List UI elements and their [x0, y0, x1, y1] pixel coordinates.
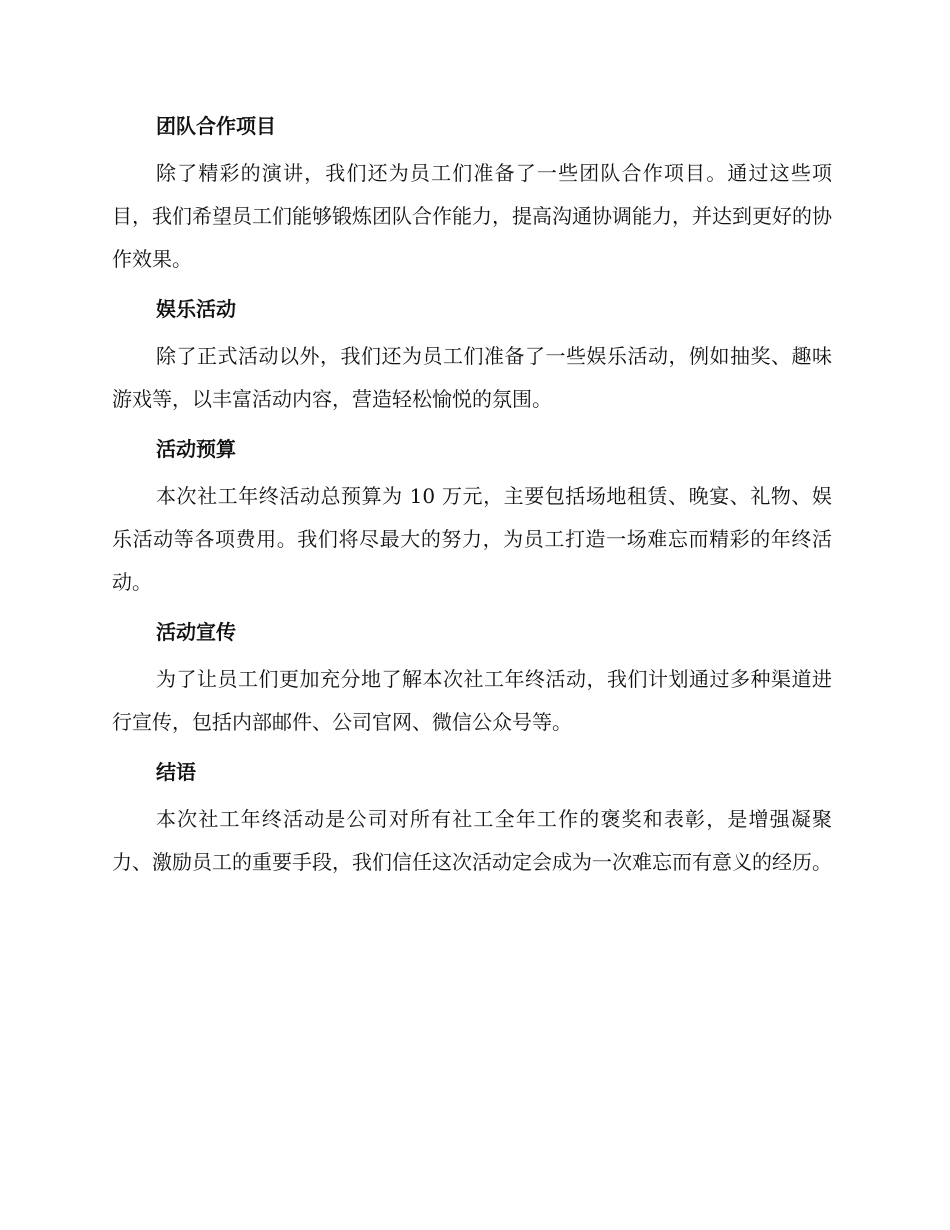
section-paragraph: 本次社工年终活动总预算为 10 万元，主要包括场地租赁、晚宴、礼物、娱乐活动等各项费用。我们将尽最大的努力，为员工打造一场难忘而精彩的年终活动。: [112, 484, 832, 594]
section-heading: 活动宣传: [156, 620, 236, 644]
section-team-projects: [112, 106, 832, 281]
section-entertainment: [112, 289, 832, 421]
section-paragraph: 本次社工年终活动是公司对所有社工全年工作的褒奖和表彰，是增强凝聚力、激励员工的重要手段，我们信任这次活动定会成为一次难忘而有意义的经历。: [112, 807, 832, 874]
section-heading: 活动预算: [156, 437, 236, 461]
section-heading: 团队合作项目: [156, 114, 276, 138]
document-page: [112, 106, 832, 892]
section-budget: [112, 429, 832, 604]
section-conclusion: [112, 752, 832, 884]
section-heading: 结语: [156, 760, 196, 784]
section-paragraph: 为了让员工们更加充分地了解本次社工年终活动，我们计划通过多种渠道进行宣传，包括内部邮件、公司官网、微信公众号等。: [112, 667, 832, 734]
section-promotion: [112, 612, 832, 744]
section-heading: 娱乐活动: [156, 297, 236, 321]
section-paragraph: 除了精彩的演讲，我们还为员工们准备了一些团队合作项目。通过这些项目，我们希望员工们能够锻炼团队合作能力，提高沟通协调能力，并达到更好的协作效果。: [112, 161, 832, 271]
section-paragraph: 除了正式活动以外，我们还为员工们准备了一些娱乐活动，例如抽奖、趣味游戏等，以丰富活动内容，营造轻松愉悦的氛围。: [112, 344, 832, 411]
